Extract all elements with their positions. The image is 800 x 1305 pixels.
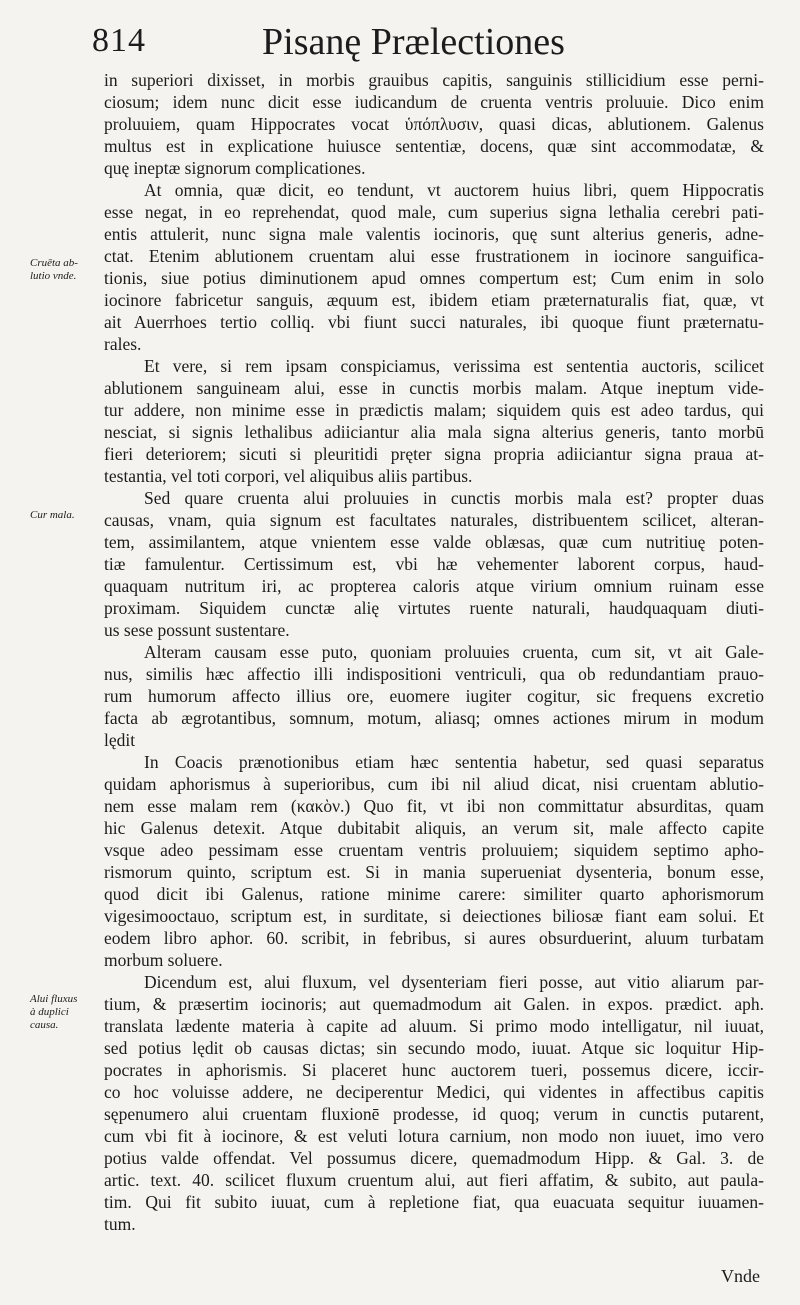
text-line: Et vere, si rem ipsam conspiciamus, verissima est sententia auctoris, scilicet [144, 356, 764, 376]
text-line: sed potius lędit ob causas dictas; sin secundo modo, iuuat. Atque sic loquitur Hip- [104, 1038, 764, 1058]
text-line: testantia, vel toti corpori, vel aliquibus aliis partibus. [104, 466, 473, 486]
text-line: fieri deteriorem; sicuti si pleuritidi pręter signa propria adiiciantur signa praua at- [104, 444, 764, 464]
text-line: nus, similis hæc affectio illi indispositioni ventriculi, qua ob redundantiam prauo- [104, 664, 764, 684]
text-line: esse negat, in eo reprehendat, quod male, cum superius signa lethalia cerebri pati- [104, 202, 764, 222]
text-line: causas, vnam, quia signum est facultates naturales, distribuentem scilicet, alteran- [104, 510, 764, 530]
text-line: ablutionem sanguineam alui, esse in cunctis morbis malam. Atque ineptum vide- [104, 378, 764, 398]
marginal-note-line: Alui fluxus [30, 993, 78, 1005]
text-line: Dicendum est, alui fluxum, vel dysenteriam fieri posse, aut vitio aliarum par- [144, 972, 764, 992]
marginal-note-1 [30, 257, 98, 283]
text-line: rismorum quinto, scriptum est. Si in mania superueniat dysenteria, bonum esse, [104, 862, 764, 882]
page-number: 814 [92, 22, 146, 59]
text-line: tium, & præsertim iocinoris; aut quemadmodum ait Galen. in expos. prædict. aph. [104, 994, 764, 1014]
text-line: multus est in explicatione huiusce sententiæ, docens, quæ sint accommodatæ, & [104, 136, 764, 156]
text-line: quę ineptæ signorum complicationes. [104, 158, 366, 178]
text-line: tum. [104, 1214, 136, 1234]
text-line: nem esse malam rem (κακὸν.) Quo fit, vt ibi non committatur absurditas, quam [104, 796, 764, 816]
marginal-note-line: Cruēta ab- [30, 257, 78, 269]
text-line: potius valde offendat. Vel possumus dicere, quemadmodum Hipp. & Gal. 3. de [104, 1148, 764, 1168]
text-line: nesciat, si signis lethalibus adiiciantur alia mala signa alterius generis, tanto morbū [104, 422, 764, 442]
text-line: ctat. Etenim ablutionem cruentam alui esse frustrationem in iocinore sanguifica- [104, 246, 764, 266]
text-line: quidam aphorismus à superioribus, cum ibi nil aliud dicat, nisi cruentam ablutio- [104, 774, 764, 794]
text-line: iocinore fabricetur sanguis, æquum est, ibidem etiam præternaturalis fiat, quæ, vt [104, 290, 764, 310]
marginal-note-line: Cur mala. [30, 509, 75, 521]
text-line: proximam. Siquidem cunctæ alię virtutes ruente naturali, haudquaquam diuti- [104, 598, 764, 618]
text-line: Sed quare cruenta alui proluuies in cunctis morbis mala est? propter duas [144, 488, 764, 508]
running-head: Pisanę Prælectiones [262, 21, 565, 63]
text-line: quaquam nutritum iri, ac propterea caloris atque virium omnium ruinam esse [104, 576, 764, 596]
marginal-note-line: à duplici [30, 1006, 69, 1018]
text-line: sępenumero alui cruentam fluxionē prodesse, id quoq; verum in cunctis putarent, [104, 1104, 764, 1124]
text-line: artic. text. 40. scilicet fluxum cruentum alui, aut fieri affatim, & subito, aut paula- [104, 1170, 764, 1190]
text-line: ait Auerrhoes tertio colliq. vbi fiunt succi naturales, ibi quoque fiunt præternatu- [104, 312, 764, 332]
body-text [104, 69, 764, 1235]
text-line: proluuiem, quam Hippocrates vocat ὑπόπλυσιν, quasi dicas, ablutionem. Galenus [104, 114, 764, 134]
marginal-note-line: lutio vnde. [30, 270, 77, 282]
catchword: Vnde [721, 1266, 760, 1286]
marginal-note-2 [30, 509, 98, 522]
text-line: rales. [104, 334, 142, 354]
text-line: eodem libro aphor. 60. scribit, in febribus, si aures obsurduerint, aluum turbatam [104, 928, 764, 948]
text-line: co hoc voluisse addere, ne deciperentur Medici, qui videntes in affectibus capitis [104, 1082, 764, 1102]
marginal-note-3 [30, 993, 98, 1032]
text-line: quod dicit ibi Galenus, ratione minime carere: similiter quarto aphorismorum [104, 884, 764, 904]
text-line: tur addere, non minime esse in prædictis malam; siquidem quis est adeo tardus, qui [104, 400, 764, 420]
marginal-note-line: causa. [30, 1019, 59, 1031]
text-line: Alteram causam esse puto, quoniam proluuies cruenta, cum sit, vt ait Gale- [144, 642, 764, 662]
text-line: tem, assimilantem, atque vnientem esse valde oblæsas, quæ cum nutritiuę poten- [104, 532, 764, 552]
text-line: vsque adeo pessimam esse cruentam ventris proluuiem; siquidem septimo apho- [104, 840, 764, 860]
text-line: translata lædente materia à capite ad aluum. Si primo modo intelligatur, nil iuuat, [104, 1016, 764, 1036]
text-line: hic Galenus detexit. Atque dubitabit aliquis, an verum sit, male affecto capite [104, 818, 764, 838]
text-line: morbum soluere. [104, 950, 223, 970]
text-line: vigesimooctauo, scriptum est, in surditate, si deiectiones biliosæ fiant eam solui. Et [104, 906, 764, 926]
text-line: facta ab ægrotantibus, somnum, motum, aliasq; omnes actiones mirum in modum [104, 708, 764, 728]
text-line: ciosum; idem nunc dicit esse iudicandum de cruenta ventris proluuie. Dico enim [104, 92, 764, 112]
text-line: At omnia, quæ dicit, eo tendunt, vt auctorem huius libri, quem Hippocratis [144, 180, 764, 200]
text-line: tim. Qui fit subito iuuat, cum à repletione fiat, qua euacuata sequitur iuuamen- [104, 1192, 764, 1212]
text-line: pocrates in aphorismis. Si placeret hunc auctorem tueri, possemus dicere, iccir- [104, 1060, 764, 1080]
text-line: lędit [104, 730, 136, 750]
text-line: tiæ famulentur. Certissimum est, vbi hæ vehementer laborent corpus, haud- [104, 554, 764, 574]
text-line: tionis, siue potius diminutionem apud omnes compertum est; Cum enim in solo [104, 268, 764, 288]
text-line: rum humorum affecto illius ore, euomere iugiter cogitur, sic frequens excretio [104, 686, 764, 706]
text-line: in superiori dixisset, in morbis grauibus capitis, sanguinis stillicidium esse perni- [104, 70, 764, 90]
text-line: entis attulerit, nunc signa male valentis iocinoris, quę sunt alterius generis, adne- [104, 224, 764, 244]
text-line: In Coacis prænotionibus etiam hæc sententia habetur, sed quasi separatus [144, 752, 764, 772]
text-line: us sese possunt sustentare. [104, 620, 290, 640]
text-line: cum vbi fit à iocinore, & est veluti lotura carnium, non modo non iuuet, imo vero [104, 1126, 764, 1146]
